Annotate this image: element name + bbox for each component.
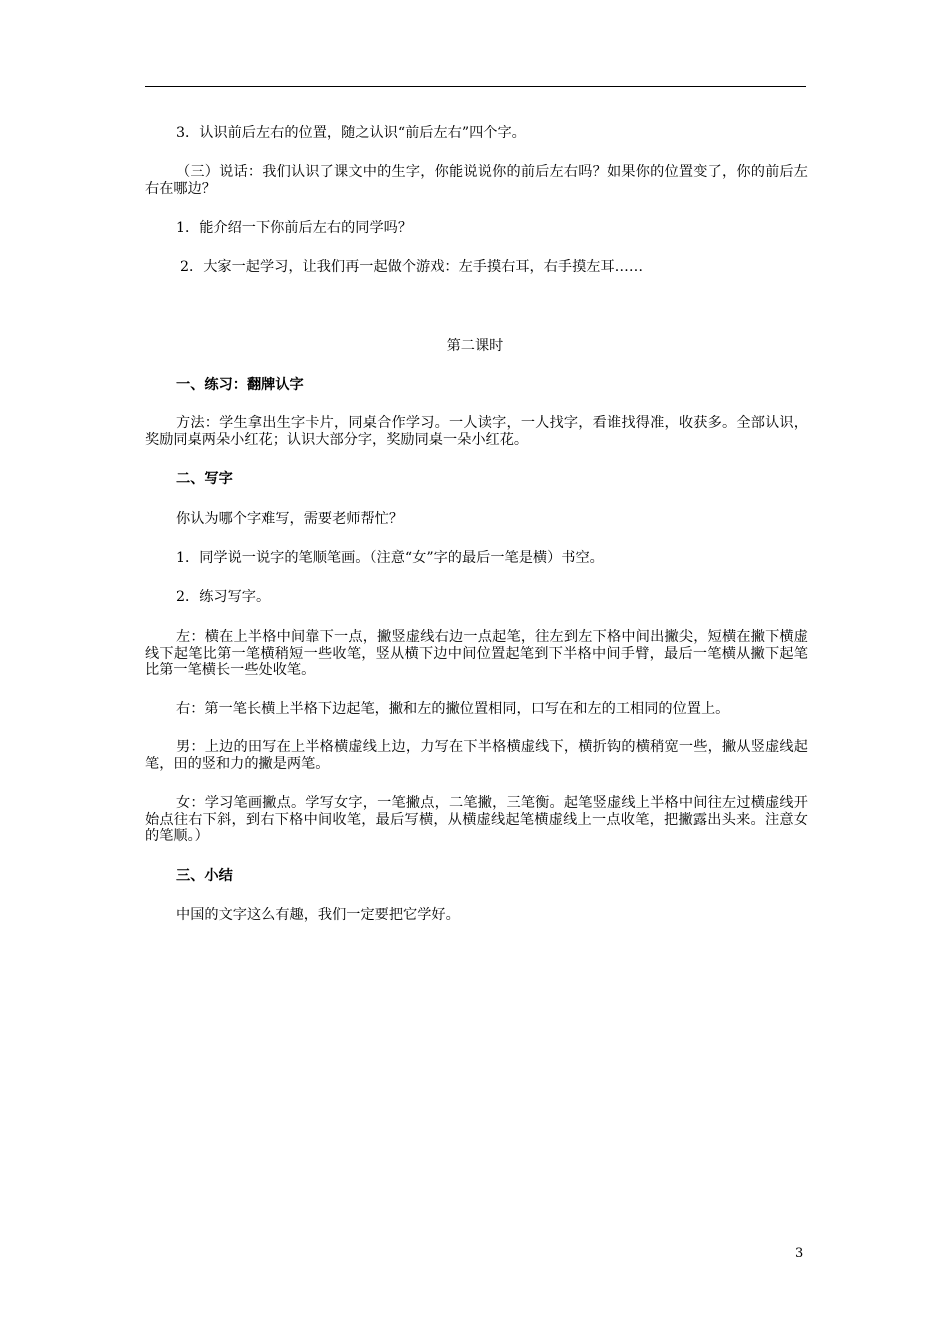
paragraph-which-hard: 你认为哪个字难写，需要老师帮忙？: [176, 511, 404, 527]
heading-practice: 一、练习：翻牌认字: [176, 377, 304, 393]
paragraph-conclusion: 中国的文字这么有趣，我们一定要把它学好。: [176, 907, 460, 923]
paragraph-practice-writing: 2．练习写字。: [176, 589, 271, 605]
paragraph-recognize-positions: 3．认识前后左右的位置，随之认识“前后左右”四个字。: [176, 125, 526, 141]
paragraph-method: 方法：学生拿出生字卡片，同桌合作学习。一人读字，一人找字，看谁找得准，收获多。全部认识，奖励同桌两朵小红花；认识大部分字，奖励同桌一朵小红花。: [145, 415, 808, 448]
paragraph-introduce-classmates: 1．能介绍一下你前后左右的同学吗？: [176, 220, 413, 236]
header-rule: [145, 86, 806, 87]
paragraph-char-you: 右：第一笔长横上半格下边起笔，撇和左的撇位置相同，口写在和左的工相同的位置上。: [176, 701, 730, 717]
paragraph-char-zuo: 左：横在上半格中间靠下一点，撇竖虚线右边一点起笔，往左到左下格中间出撇尖，短横在撇下横虚线下起笔比第一笔横稍短一些收笔，竖从横下边中间位置起笔到下半格中间手臂，最后一笔横从撇下起笔比第一笔横长一些处收笔。: [145, 629, 808, 678]
paragraph-char-nan: 男：上边的田写在上半格横虚线上边，力写在下半格横虚线下，横折钩的横稍宽一些，撇从竖虚线起笔，田的竖和力的撇是两笔。: [145, 739, 808, 772]
paragraph-game: 2．大家一起学习，让我们再一起做个游戏：左手摸右耳，右手摸左耳……: [180, 259, 644, 275]
heading-writing: 二、写字: [176, 471, 233, 487]
paragraph-stroke-order: 1．同学说一说字的笔顺笔画。（注意“女”字的最后一笔是横）书空。: [176, 550, 604, 566]
lesson-title: 第二课时: [446, 338, 504, 354]
paragraph-char-nv: 女：学习笔画撇点。学写女字，一笔撇点，二笔撇，三笔衡。起笔竖虚线上半格中间往左过横虚线开始点往右下斜，到右下格中间收笔，最后写横，从横虚线起笔横虚线上一点收笔，把撇露出头来。注意女的笔顺。）: [145, 795, 808, 844]
page-number: 3: [795, 1246, 804, 1261]
paragraph-speaking: （三）说话：我们认识了课文中的生字，你能说说你的前后左右吗？如果你的位置变了，你的前后左右在哪边？: [145, 164, 808, 197]
heading-summary: 三、小结: [176, 868, 233, 884]
